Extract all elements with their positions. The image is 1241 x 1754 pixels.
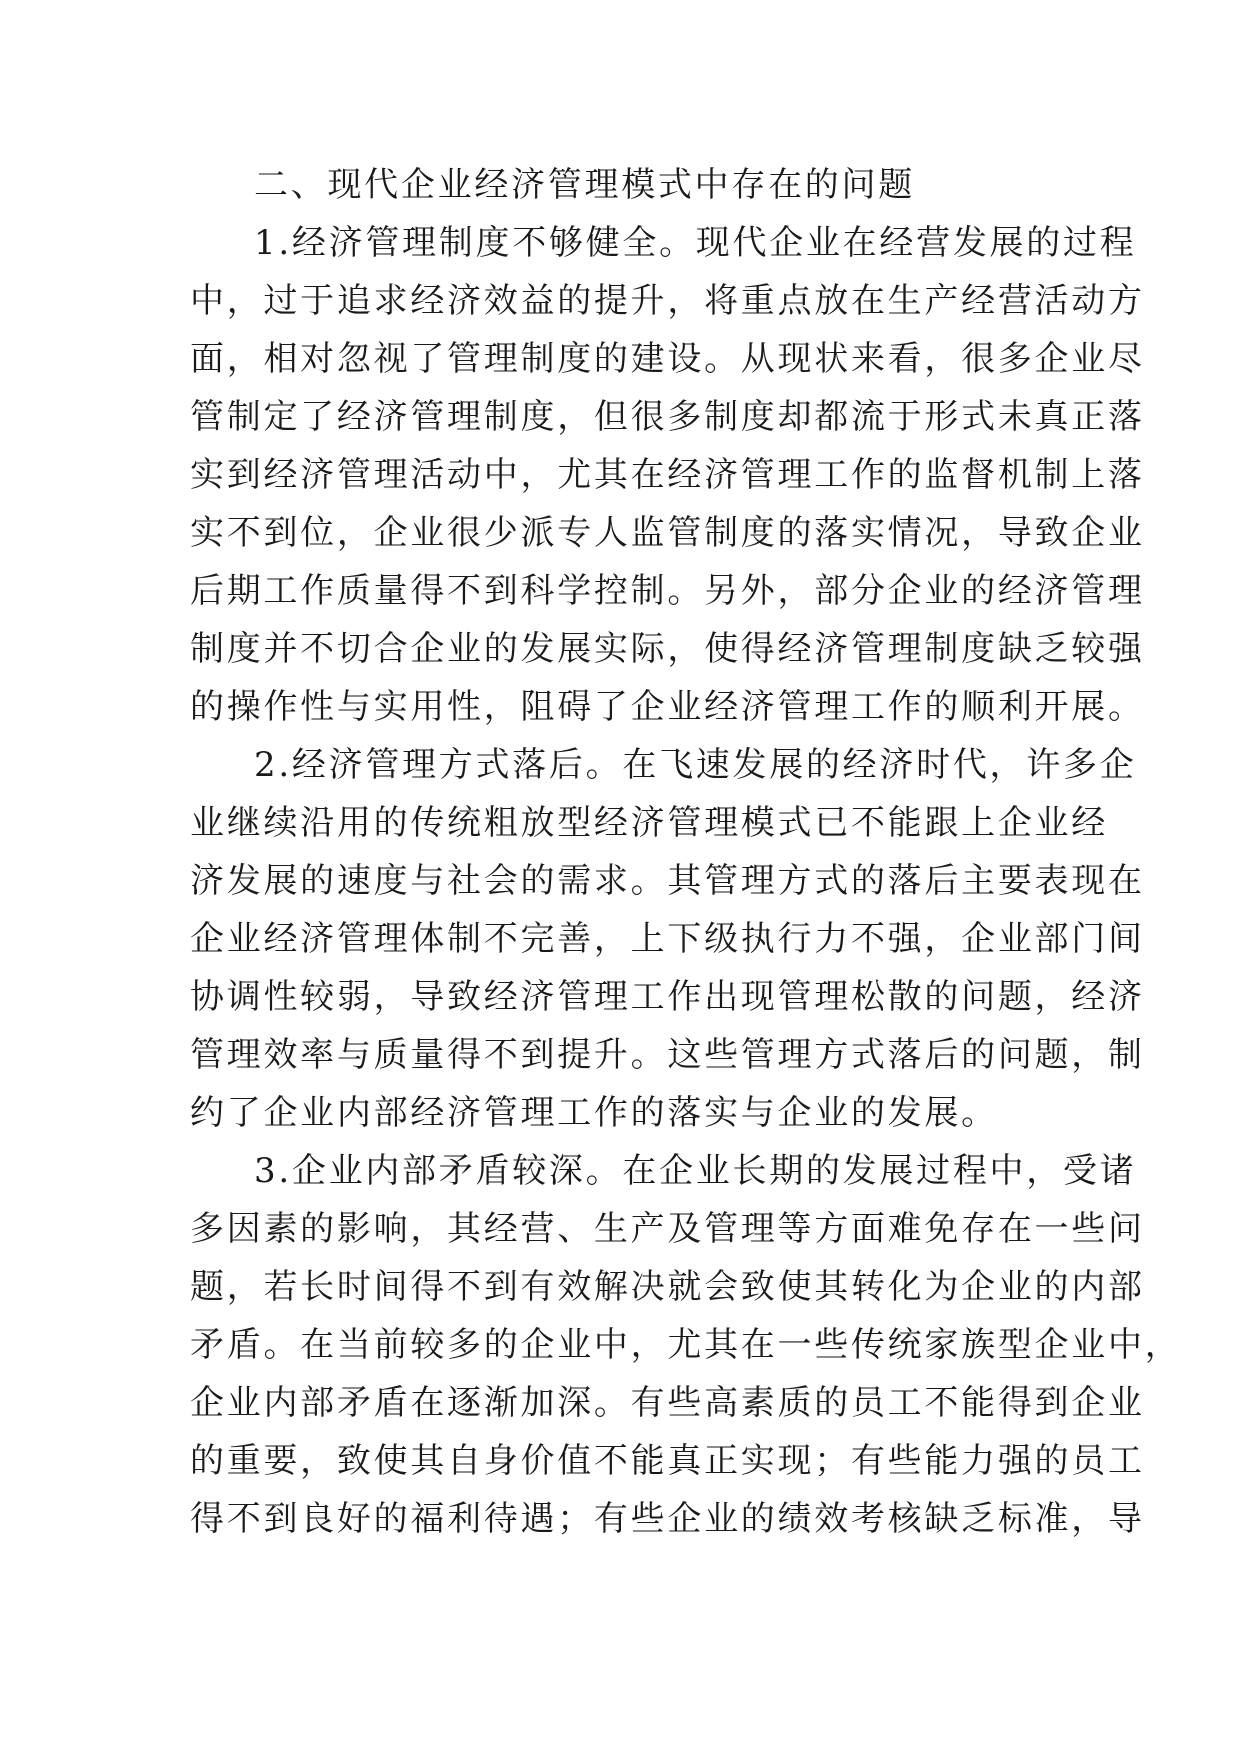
paragraph-line: 题，若长时间得不到有效解决就会致使其转化为企业的内部 <box>190 1267 1145 1307</box>
paragraph-line: 业继续沿用的传统粗放型经济管理模式已不能跟上企业经 <box>190 803 1108 843</box>
paragraph-line: 1.经济管理制度不够健全。现代企业在经营发展的过程 <box>254 223 1137 263</box>
paragraph-line: 的操作性与实用性，阻碍了企业经济管理工作的顺利开展。 <box>190 687 1145 727</box>
paragraph-line: 管理效率与质量得不到提升。这些管理方式落后的问题，制 <box>190 1035 1145 1075</box>
paragraph-line: 得不到良好的福利待遇；有些企业的绩效考核缺乏标准，导 <box>190 1499 1145 1539</box>
paragraph-line: 3.企业内部矛盾较深。在企业长期的发展过程中，受诸 <box>254 1151 1137 1191</box>
paragraph-line: 制度并不切合企业的发展实际，使得经济管理制度缺乏较强 <box>190 629 1145 669</box>
paragraph-line: 2.经济管理方式落后。在飞速发展的经济时代，许多企 <box>254 745 1137 785</box>
paragraph-line: 企业内部矛盾在逐渐加深。有些高素质的员工不能得到企业 <box>190 1383 1145 1423</box>
paragraph-line: 后期工作质量得不到科学控制。另外，部分企业的经济管理 <box>190 571 1145 611</box>
body-text <box>190 156 1182 1548</box>
paragraph-line: 济发展的速度与社会的需求。其管理方式的落后主要表现在 <box>190 861 1145 901</box>
section-heading: 二、现代企业经济管理模式中存在的问题 <box>254 165 915 205</box>
paragraph-line: 中，过于追求经济效益的提升，将重点放在生产经营活动方 <box>190 281 1145 321</box>
paragraph-line: 企业经济管理体制不完善，上下级执行力不强，企业部门间 <box>190 919 1145 959</box>
paragraph-line: 管制定了经济管理制度，但很多制度却都流于形式未真正落 <box>190 397 1145 437</box>
paragraph-line: 实到经济管理活动中，尤其在经济管理工作的监督机制上落 <box>190 455 1145 495</box>
paragraph-line: 实不到位，企业很少派专人监管制度的落实情况，导致企业 <box>190 513 1145 553</box>
paragraph-line: 多因素的影响，其经营、生产及管理等方面难免存在一些问 <box>190 1209 1145 1249</box>
paragraph-line: 协调性较弱，导致经济管理工作出现管理松散的问题，经济 <box>190 977 1145 1017</box>
paragraph-line: 的重要，致使其自身价值不能真正实现；有些能力强的员工 <box>190 1441 1145 1481</box>
paragraph-line: 矛盾。在当前较多的企业中，尤其在一些传统家族型企业中， <box>190 1325 1182 1365</box>
paragraph-line: 面，相对忽视了管理制度的建设。从现状来看，很多企业尽 <box>190 339 1145 379</box>
paragraph-line: 约了企业内部经济管理工作的落实与企业的发展。 <box>190 1093 998 1133</box>
